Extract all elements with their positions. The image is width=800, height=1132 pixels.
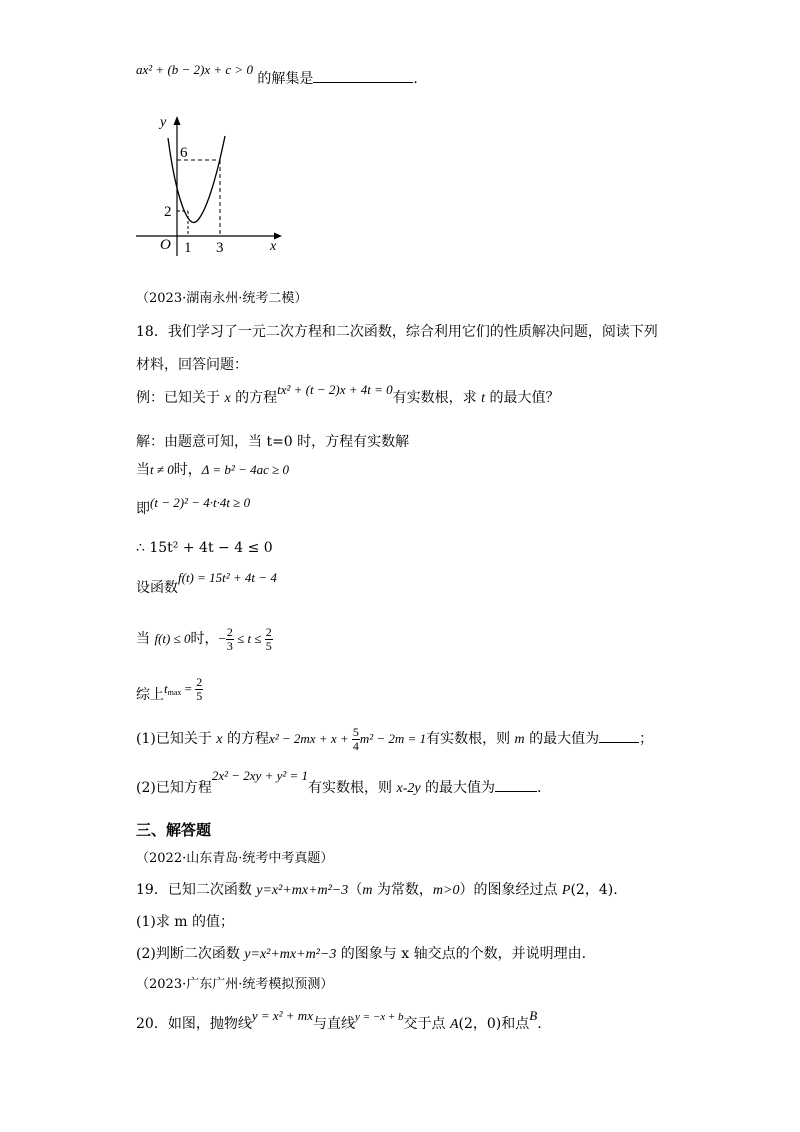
frac-num: 2 [196, 674, 203, 689]
q19-part1: (1)求 m 的值； [136, 914, 235, 930]
q18-step1 [136, 460, 289, 480]
x-tick-3: 3 [216, 240, 224, 256]
q20-point-b: B [529, 1008, 538, 1023]
frac-den: 4 [352, 738, 359, 753]
frac-2-3 [226, 626, 234, 653]
q20-line [136, 1008, 542, 1035]
source-19: （2022·山东青岛·统考中考真题） [136, 851, 334, 866]
frac-den: 5 [196, 688, 203, 703]
q19-post: ）的图象经过点 [459, 882, 562, 898]
q20-pre: 20．如图，抛物线 [136, 1016, 252, 1032]
frac-den: 3 [226, 638, 233, 653]
s1-mid: 时， [173, 462, 202, 478]
q19-coords: (2，4). [570, 882, 618, 898]
q18-example [136, 382, 560, 409]
p2-var: x-2y [396, 781, 421, 796]
s4-eq: f(t) = 15t² + 4t − 4 [178, 570, 277, 585]
q18-step6 [136, 675, 203, 707]
s5-le: ≤ t ≤ [233, 631, 265, 646]
q19-eq: y=x²+mx+m²−3 [256, 883, 349, 898]
q19-p2-post: 的图象与 x 轴交点的个数，并说明理由. [336, 946, 587, 962]
source-20: （2023·广东广州·统考模拟预测） [136, 977, 334, 992]
p2-post1: 有实数根，则 [308, 780, 397, 796]
frac-tmax [195, 676, 203, 703]
s2-eq: (t − 2)² − 4·t·4t ≥ 0 [150, 495, 251, 510]
frac-den: 5 [265, 638, 272, 653]
q20-post1: 交于点 [403, 1016, 450, 1032]
ex-post2: 的最大值？ [485, 390, 560, 406]
q19-p2-pre: (2)判断二次函数 [136, 946, 245, 962]
q18-line2: 材料，回答问题： [136, 357, 248, 373]
intro-inequality: ax² + (b − 2)x + c > 0 [136, 62, 253, 77]
section-heading: 三、解答题 [136, 821, 212, 839]
s6-pre: 综上 [136, 687, 164, 703]
p2-eq: 2x² − 2xy + y² = 1 [211, 768, 309, 783]
s5-minus: − [218, 631, 226, 646]
s6-eq: = [181, 681, 196, 696]
q20-end: . [537, 1016, 542, 1032]
q18-solution: 解：由题意可知，当 t=0 时，方程有实数解 [136, 434, 410, 450]
q19-mid: （ [348, 882, 363, 898]
q20-eq2: y = −x + b [354, 1011, 404, 1023]
p1-eq-a: x² − 2mx + x + [268, 731, 352, 746]
frac-2-5 [265, 626, 273, 653]
p1-var2: m [514, 732, 525, 747]
ex-var: x [224, 391, 231, 406]
p2-end: . [537, 780, 542, 796]
q18-part1 [136, 725, 653, 754]
ex-equation: tx² + (t − 2)x + 4t = 0 [277, 382, 393, 397]
s1-pre: 当 [136, 462, 150, 478]
q18-step3: ∴ 15t² + 4t − 4 ≤ 0 [136, 540, 273, 556]
q19-pre: 19．已知二次函数 [136, 882, 257, 898]
q20-point-a: A [449, 1017, 459, 1032]
answer-blank-p2[interactable] [495, 791, 537, 792]
q18-step4 [136, 568, 277, 596]
p1-end: ； [639, 731, 654, 747]
p1-mid: 的方程 [222, 731, 269, 747]
s6-var: t [164, 681, 168, 696]
ex-pre: 例：已知关于 [136, 390, 225, 406]
q18-step5 [136, 625, 273, 653]
q19-cond: m>0 [432, 883, 460, 898]
q19-p2-eq: y=x²+mx+m²−3 [244, 947, 337, 962]
p1-var: x [216, 732, 223, 747]
s4-pre: 设函数 [136, 580, 178, 596]
y-tick-2: 2 [164, 204, 172, 220]
y-axis-label: y [160, 115, 167, 130]
p1-post1: 有实数根，则 [426, 731, 515, 747]
parabola-figure [130, 108, 290, 258]
q18-part2 [136, 768, 542, 799]
q19-line1 [136, 880, 618, 901]
intro-text: 的解集是 [257, 71, 314, 87]
intro-line [136, 60, 418, 87]
q18-step2 [136, 493, 251, 517]
q20-mid: 与直线 [312, 1016, 355, 1032]
ex-mid: 的方程 [230, 390, 278, 406]
p2-post2: 的最大值为 [420, 780, 496, 796]
q20-post2: 和点 [501, 1016, 530, 1032]
y-tick-6: 6 [180, 145, 188, 161]
p1-post2: 的最大值为 [524, 731, 600, 747]
q20-eq1: y = x² + mx [251, 1008, 313, 1023]
ex-post1: 有实数根，求 [392, 390, 482, 406]
frac-num: 2 [226, 624, 233, 639]
source-18: （2023·湖南永州·统考二模） [136, 291, 308, 306]
p2-pre: (2)已知方程 [136, 780, 212, 796]
s5-eq: f(t) ≤ 0 [154, 631, 191, 646]
ex-var2: t [481, 391, 485, 406]
answer-blank-p1[interactable] [599, 742, 639, 743]
s2-pre: 即 [136, 501, 150, 517]
x-tick-1: 1 [184, 240, 192, 256]
p1-eq-b: m² − 2m = 1 [359, 731, 427, 746]
intro-period: . [413, 71, 418, 87]
s1-eq: Δ = b² − 4ac ≥ 0 [201, 462, 289, 477]
frac-num: 2 [265, 624, 272, 639]
q18-line1: 18．我们学习了一元二次方程和二次函数，综合利用它们的性质解决问题，阅读下列 [136, 324, 658, 340]
q20-coords: (2，0) [458, 1016, 502, 1032]
origin-label: O [160, 237, 171, 253]
answer-blank[interactable] [313, 82, 413, 83]
p1-pre: (1)已知关于 [136, 731, 217, 747]
q19-part2 [136, 944, 586, 965]
frac-num: 5 [352, 724, 359, 739]
s1-cond: t ≠ 0 [150, 462, 174, 477]
s5-mid: 时， [190, 631, 219, 647]
s5-pre: 当 [136, 631, 150, 647]
s6-sub: max [167, 688, 182, 697]
frac-5-4 [352, 726, 360, 753]
q19-m: m [362, 883, 373, 898]
q19-point: P [561, 883, 571, 898]
x-axis-label: x [270, 239, 277, 254]
y-axis-arrow-icon [174, 116, 181, 125]
q19-mid2: 为常数， [372, 882, 433, 898]
